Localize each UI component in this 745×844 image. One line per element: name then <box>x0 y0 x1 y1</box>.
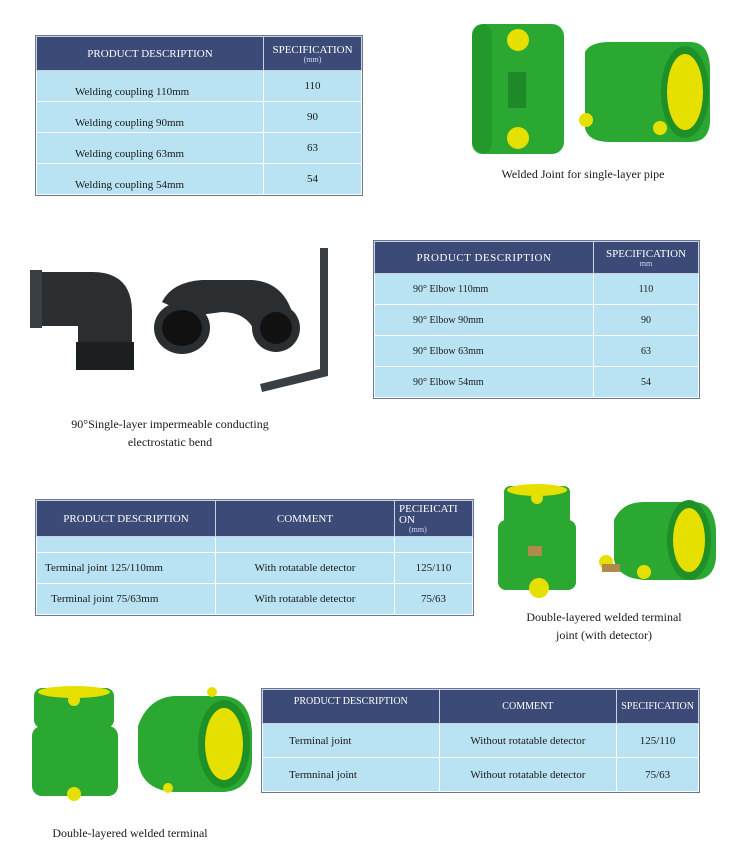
table-cell: 125/110 <box>617 724 699 758</box>
table-cell: 90 <box>264 102 362 133</box>
table-cell: 90° Elbow 110mm <box>375 274 594 305</box>
header-specification: SPECIFICATION <box>617 690 699 724</box>
header-unit: mm <box>639 258 653 268</box>
welded-joint-image <box>460 10 720 160</box>
table-cell: Termninal joint <box>263 758 440 792</box>
table-cell: Welding coupling 63mm <box>37 133 264 164</box>
table-cell: Terminal joint 125/110mm <box>37 553 216 584</box>
table-cell: Terminal joint 75/63mm <box>37 584 216 615</box>
table-cell: Without rotatable detector <box>439 758 617 792</box>
caption-line: Double-layered welded terminal <box>526 610 682 624</box>
terminal-joint-image <box>24 682 264 808</box>
terminal-joint-detector-image <box>494 480 724 605</box>
header-specification: SPECIFICATION (mm) <box>264 37 362 71</box>
header-comment: COMMENT <box>216 501 395 537</box>
table-cell: Welding coupling 90mm <box>37 102 264 133</box>
caption-elbow <box>30 415 310 451</box>
table-elbow <box>374 241 699 398</box>
table-cell: 75/63 <box>617 758 699 792</box>
table-cell: 110 <box>594 274 699 305</box>
header-product-description: PRODUCT DESCRIPTION <box>37 501 216 537</box>
header-comment: COMMENT <box>439 690 617 724</box>
table-cell: 54 <box>264 164 362 195</box>
table-cell: Terminal joint <box>263 724 440 758</box>
table-terminal-joint <box>262 689 699 792</box>
table-cell: 90° Elbow 63mm <box>375 336 594 367</box>
table-cell: 75/63 <box>395 584 473 615</box>
header-unit: (mm) <box>409 524 427 534</box>
table-cell: 90° Elbow 54mm <box>375 367 594 398</box>
elbow-image <box>22 242 342 402</box>
caption-line: 90°Single-layer impermeable conducting <box>71 417 269 431</box>
header-specification: SPECIFICATION mm <box>594 242 699 274</box>
caption-terminal-joint-detector <box>496 608 712 644</box>
header-product-description: PRODUCT DESCRIPTION <box>263 690 440 724</box>
table-terminal-joint-detector <box>36 500 473 615</box>
table-cell: Welding coupling 54mm <box>37 164 264 195</box>
header-product-description: PRODUCT DESCRIPTION <box>37 37 264 71</box>
table-cell: With rotatable detector <box>216 553 395 584</box>
table-cell: Welding coupling 110mm <box>37 71 264 102</box>
caption-welded-joint: Welded Joint for single-layer pipe <box>501 167 665 181</box>
table-cell: 110 <box>264 71 362 102</box>
table-cell: 125/110 <box>395 553 473 584</box>
header-product-description: PRODUCT DESCRIPTION <box>375 242 594 274</box>
header-unit: (mm) <box>303 54 322 64</box>
table-cell: 63 <box>264 133 362 164</box>
table-cell: Without rotatable detector <box>439 724 617 758</box>
table-cell: 54 <box>594 367 699 398</box>
table-cell: With rotatable detector <box>216 584 395 615</box>
caption-terminal-joint: Double-layered welded terminal <box>52 826 208 840</box>
caption-line: electrostatic bend <box>127 435 213 449</box>
header-specification: PECIEICATI ON (mm) <box>395 501 473 537</box>
table-cell: 90° Elbow 90mm <box>375 305 594 336</box>
caption-line: joint (with detector) <box>556 628 652 642</box>
table-cell: 63 <box>594 336 699 367</box>
table-welding-coupling <box>36 36 362 195</box>
table-cell: 90 <box>594 305 699 336</box>
